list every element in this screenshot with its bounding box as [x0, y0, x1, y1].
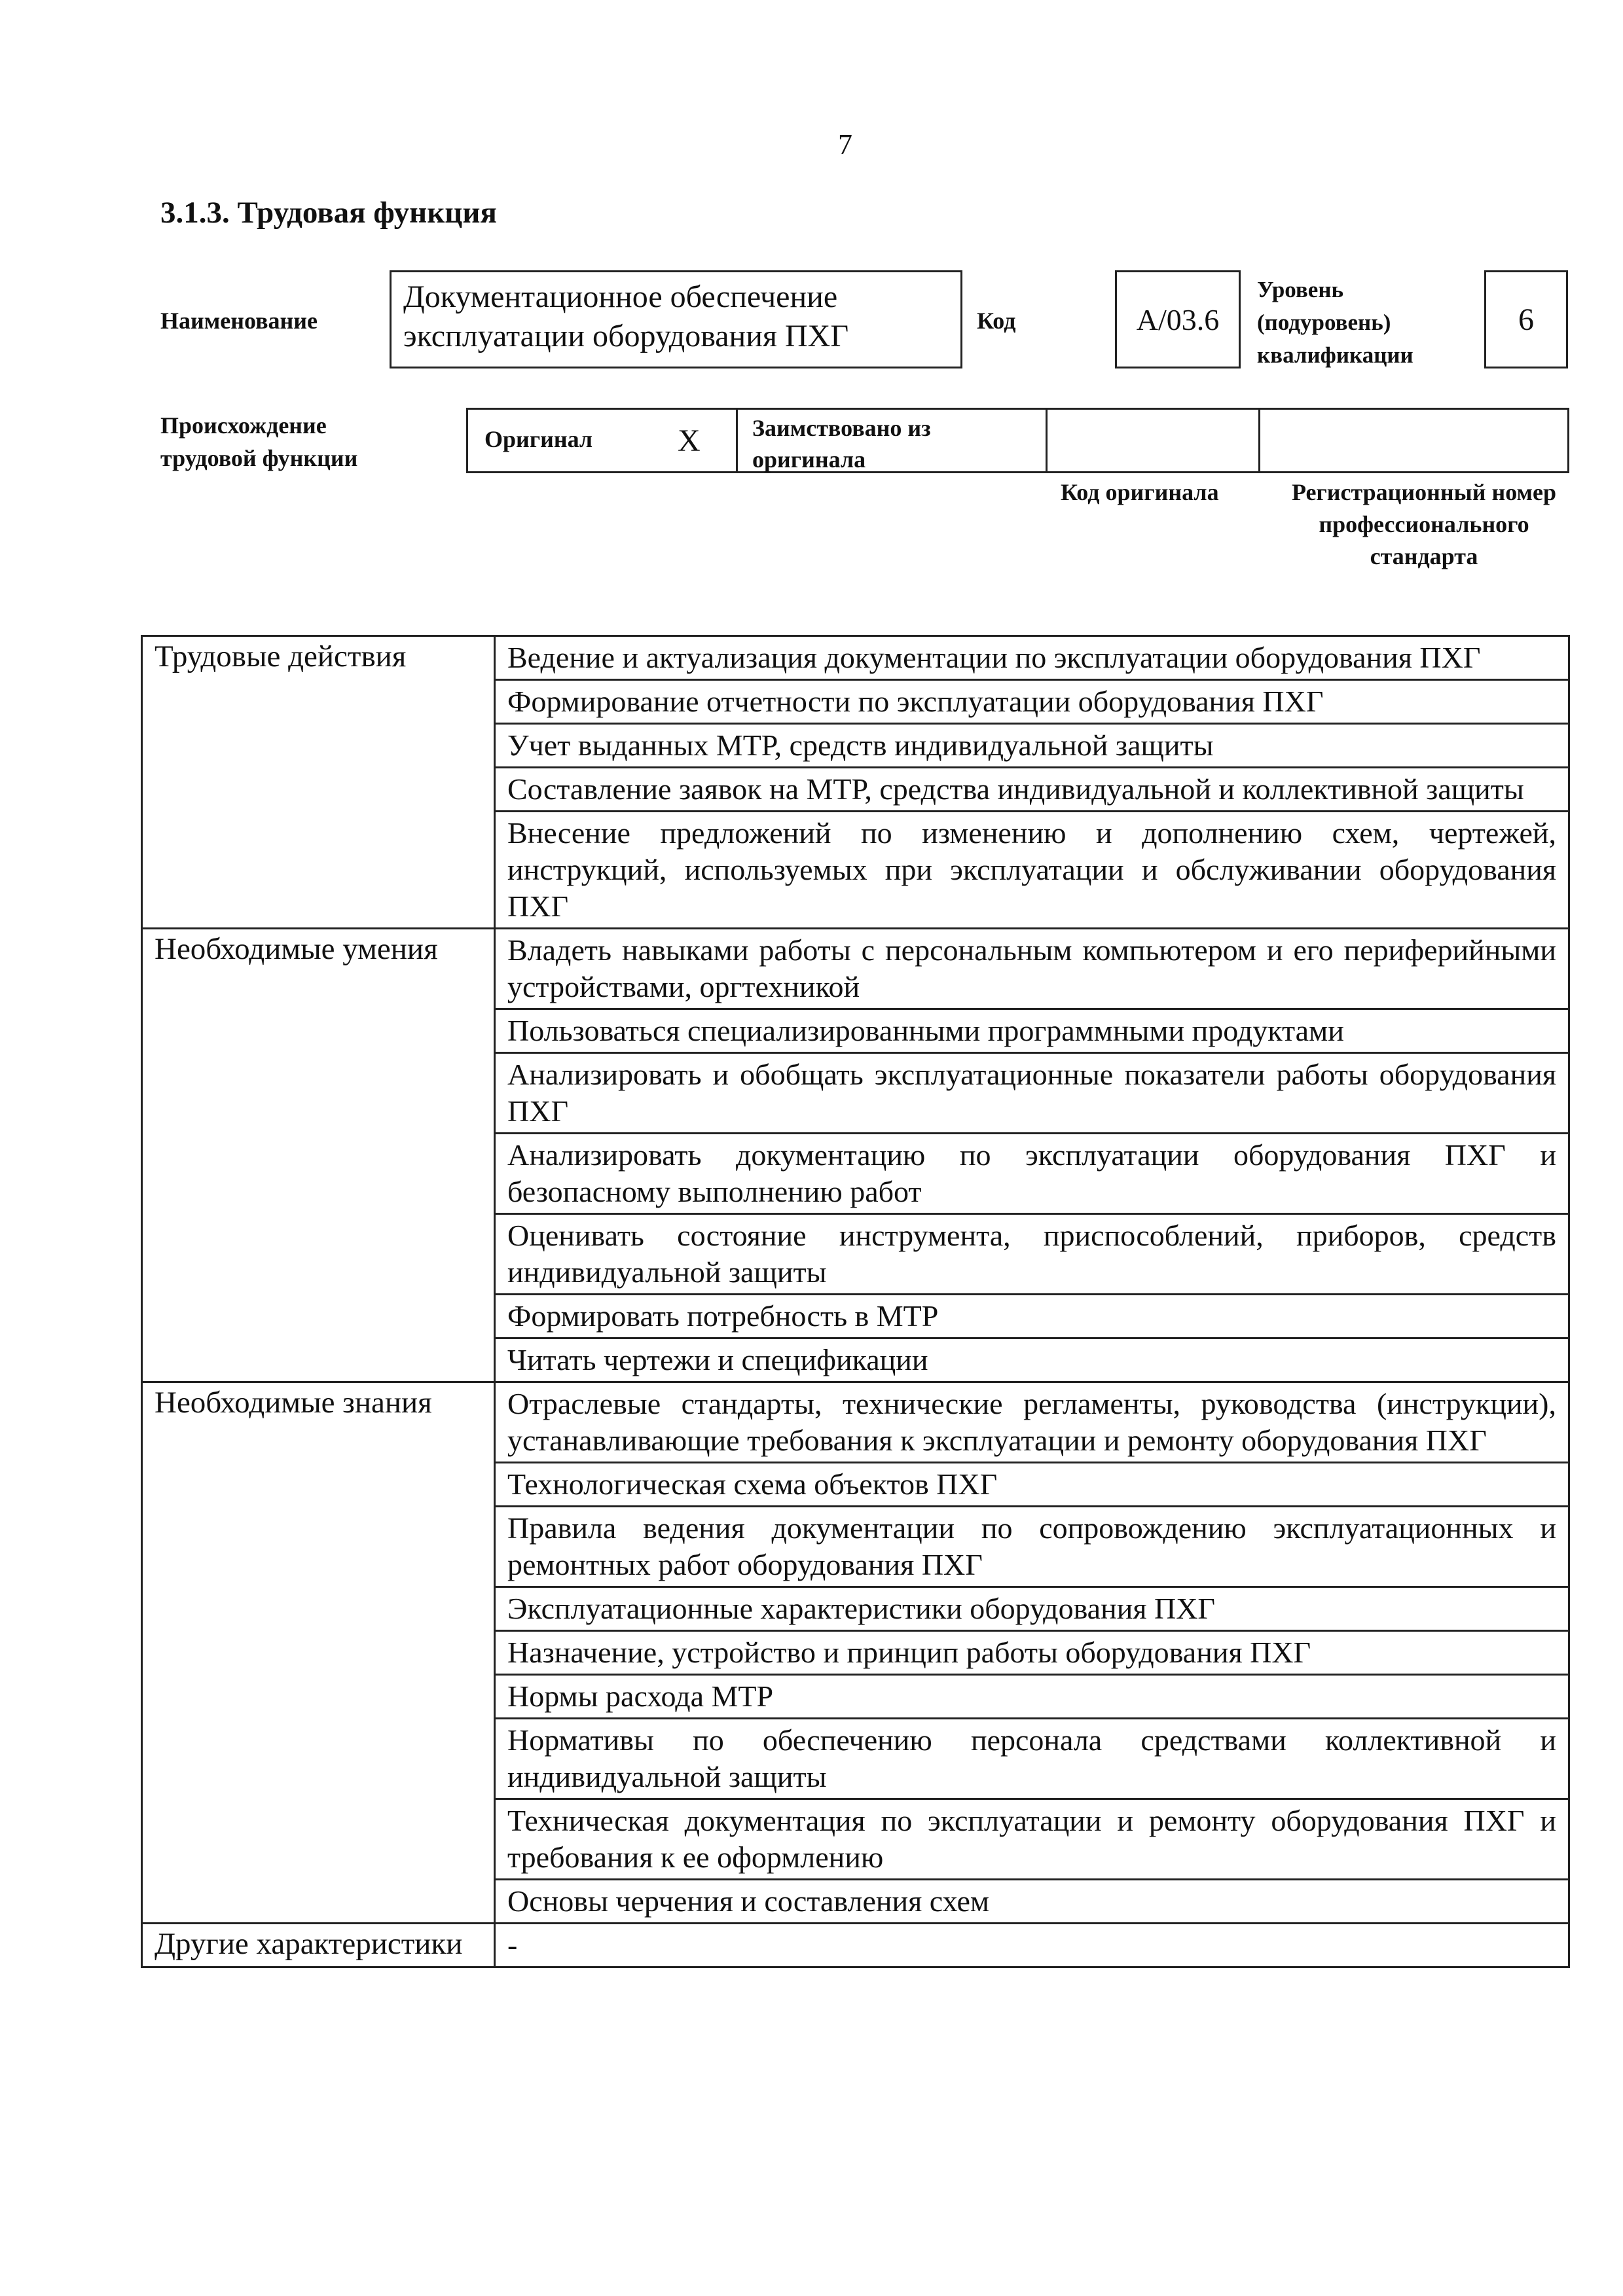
category-cell: Трудовые действия [142, 636, 495, 929]
section-title: 3.1.3. Трудовая функция [160, 196, 497, 230]
table-row [142, 1382, 1569, 1463]
item-cell: Основы черчения и составления схем [495, 1880, 1569, 1924]
reg-number-cell [1260, 410, 1567, 471]
original-mark: X [678, 423, 701, 458]
name-label: Наименование [160, 308, 318, 334]
code-original-caption: Код оригинала [1061, 479, 1219, 505]
origin-label: Происхождение трудовой функции [160, 412, 358, 471]
item-cell: Эксплуатационные характеристики оборудования ПХГ [495, 1587, 1569, 1631]
page-number: 7 [838, 128, 852, 160]
level-label: Уровень (подуровень) квалификации [1257, 277, 1413, 368]
item-cell: - [495, 1924, 1569, 1967]
item-cell: Читать чертежи и спецификации [495, 1338, 1569, 1382]
item-cell: Внесение предложений по изменению и дополнению схем, чертежей, инструкций, используемых при эксплуатации и обслуживании оборудования ПХГ [495, 812, 1569, 929]
original-label: Оригинал [484, 426, 593, 452]
table-row [142, 636, 1569, 680]
item-cell: Нормы расхода МТР [495, 1675, 1569, 1719]
reg-number-caption: Регистрационный номер профессионального стандарта [1291, 479, 1557, 569]
code-label: Код [977, 308, 1016, 334]
item-cell: Нормативы по обеспечению персонала средствами коллективной и индивидуальной защиты [495, 1719, 1569, 1799]
item-cell: Техническая документация по эксплуатации и ремонту оборудования ПХГ и требования к ее оформлению [495, 1799, 1569, 1880]
item-cell: Назначение, устройство и принцип работы оборудования ПХГ [495, 1631, 1569, 1675]
item-cell: Владеть навыками работы с персональным компьютером и его периферийными устройствами, оргтехникой [495, 929, 1569, 1009]
code-value: A/03.6 [1115, 270, 1241, 368]
item-cell: Ведение и актуализация документации по эксплуатации оборудования ПХГ [495, 636, 1569, 680]
item-cell: Анализировать документацию по эксплуатации оборудования ПХГ и безопасному выполнению работ [495, 1134, 1569, 1214]
item-cell: Технологическая схема объектов ПХГ [495, 1463, 1569, 1507]
name-value: Документационное обеспечение эксплуатации оборудования ПХГ [390, 270, 962, 368]
item-cell: Учет выданных МТР, средств индивидуальной защиты [495, 724, 1569, 768]
item-cell: Пользоваться специализированными программными продуктами [495, 1009, 1569, 1053]
item-cell: Формировать потребность в МТР [495, 1295, 1569, 1338]
category-cell: Необходимые знания [142, 1382, 495, 1924]
original-cell [468, 410, 738, 471]
table-row [142, 929, 1569, 1009]
code-original-cell [1048, 410, 1260, 471]
category-cell: Другие характеристики [142, 1924, 495, 1967]
item-cell: Отраслевые стандарты, технические регламенты, руководства (инструкции), устанавливающие требования к эксплуатации и ремонту оборудования ПХГ [495, 1382, 1569, 1463]
category-cell: Необходимые умения [142, 929, 495, 1382]
item-cell: Составление заявок на МТР, средства индивидуальной и коллективной защиты [495, 768, 1569, 812]
function-table-body [142, 636, 1569, 1967]
function-table [141, 635, 1570, 1968]
item-cell: Оценивать состояние инструмента, приспособлений, приборов, средств индивидуальной защиты [495, 1214, 1569, 1295]
item-cell: Анализировать и обобщать эксплуатационные показатели работы оборудования ПХГ [495, 1053, 1569, 1134]
item-cell: Формирование отчетности по эксплуатации оборудования ПХГ [495, 680, 1569, 724]
item-cell: Правила ведения документации по сопровождению эксплуатационных и ремонтных работ оборудования ПХГ [495, 1507, 1569, 1587]
borrowed-label: Заимствовано из оригинала [738, 410, 1048, 471]
origin-row [466, 408, 1569, 473]
level-value: 6 [1484, 270, 1568, 368]
table-row [142, 1924, 1569, 1967]
